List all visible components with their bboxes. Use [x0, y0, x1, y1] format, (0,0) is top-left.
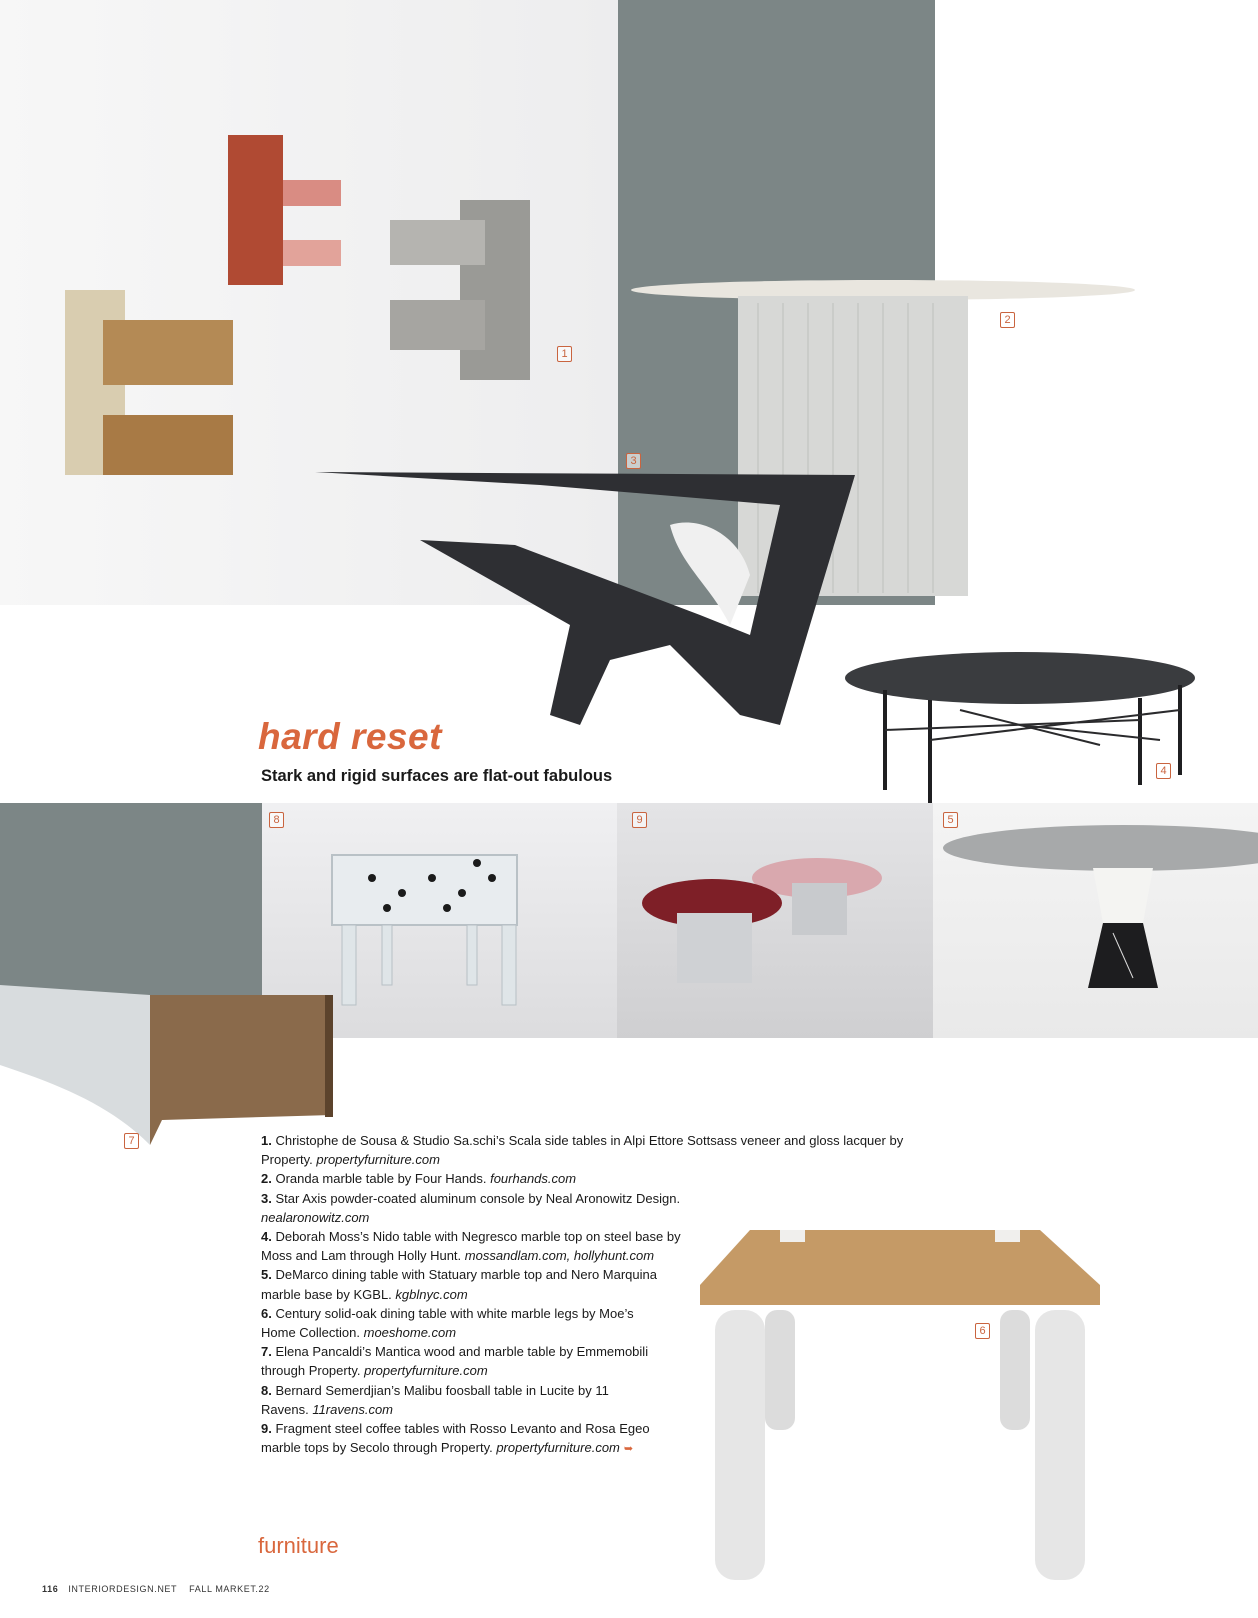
credit-link: propertyfurniture.com: [496, 1440, 620, 1456]
credit-link: 11ravens.com: [312, 1401, 393, 1417]
product-1-grey-side-table-image: [385, 190, 540, 390]
tag-4: 4: [1156, 763, 1171, 779]
page-headline: hard reset: [258, 716, 442, 757]
credit-link: fourhands.com: [490, 1171, 577, 1187]
credit-item-9: 9. Fragment steel coffee tables with Rosso Levanto and Rosa Egeo marble tops by Secolo through Property. propertyfurniture.com ➥: [261, 1421, 650, 1456]
product-credits-list: [261, 1131, 921, 1457]
tag-8: 8: [269, 812, 284, 828]
credit-item-1: 1. Christophe de Sousa & Studio Sa.schi’s Scala side tables in Alpi Ettore Sottsass veneer and gloss lacquer by Property. propertyfurniture.com: [261, 1133, 904, 1168]
tag-2: 2: [1000, 312, 1015, 328]
page-number: 116: [42, 1584, 59, 1594]
tag-9: 9: [632, 812, 647, 828]
credit-link: moeshome.com: [363, 1325, 457, 1341]
product-7-mantica-table-image: [0, 985, 335, 1150]
product-1-scala-side-tables-image: [55, 125, 375, 475]
footer-site: INTERIORDESIGN.NET: [68, 1584, 178, 1594]
credit-item-2: 2. Oranda marble table by Four Hands. fourhands.com: [261, 1171, 577, 1187]
grey-backdrop-panel-lower: [0, 803, 262, 1013]
tag-3: 3: [626, 453, 641, 469]
tag-6: 6: [975, 1323, 990, 1339]
product-5-demarco-dining-table-photo: [933, 803, 1258, 1038]
credit-item-4: 4. Deborah Moss’s Nido table with Negresco marble top on steel base by Moss and Lam through Holly Hunt. mossandlam.com, hollyhunt.com: [261, 1229, 681, 1264]
continue-arrow-icon: ➥: [623, 1443, 634, 1456]
credit-item-6: 6. Century solid-oak dining table with white marble legs by Moe’s Home Collection. moeshome.com: [261, 1305, 634, 1341]
tag-7: 7: [124, 1133, 139, 1149]
product-3-star-axis-console-image: [310, 465, 855, 740]
credit-link: propertyfurniture.com: [364, 1363, 488, 1379]
credit-item-8: 8. Bernard Semerdjian’s Malibu foosball table in Lucite by 11 Ravens. 11ravens.com: [261, 1382, 609, 1417]
page-footer: [42, 1584, 270, 1594]
credit-link: propertyfurniture.com: [316, 1152, 440, 1168]
page-subhead: Stark and rigid surfaces are flat-out fabulous: [261, 767, 613, 785]
product-9-fragment-coffee-tables-photo: [617, 803, 933, 1038]
product-4-nido-table-image: [840, 650, 1200, 810]
tag-5: 5: [943, 812, 958, 828]
tag-1: 1: [557, 346, 572, 362]
credit-item-7: 7. Elena Pancaldi’s Mantica wood and marble table by Emmemobili through Property. propertyfurniture.com: [261, 1344, 649, 1379]
footer-issue: FALL MARKET.22: [189, 1584, 270, 1594]
credit-item-5: 5. DeMarco dining table with Statuary marble top and Nero Marquina marble base by KGBL. kgblnyc.com: [261, 1267, 657, 1302]
section-label: furniture: [258, 1533, 339, 1558]
credit-link: mossandlam.com, hollyhunt.com: [464, 1248, 655, 1264]
credit-item-3: 3. Star Axis powder-coated aluminum console by Neal Aronowitz Design. nealaronowitz.com: [261, 1190, 681, 1225]
credit-link: nealaronowitz.com: [261, 1209, 370, 1225]
credit-link: kgblnyc.com: [395, 1286, 468, 1302]
